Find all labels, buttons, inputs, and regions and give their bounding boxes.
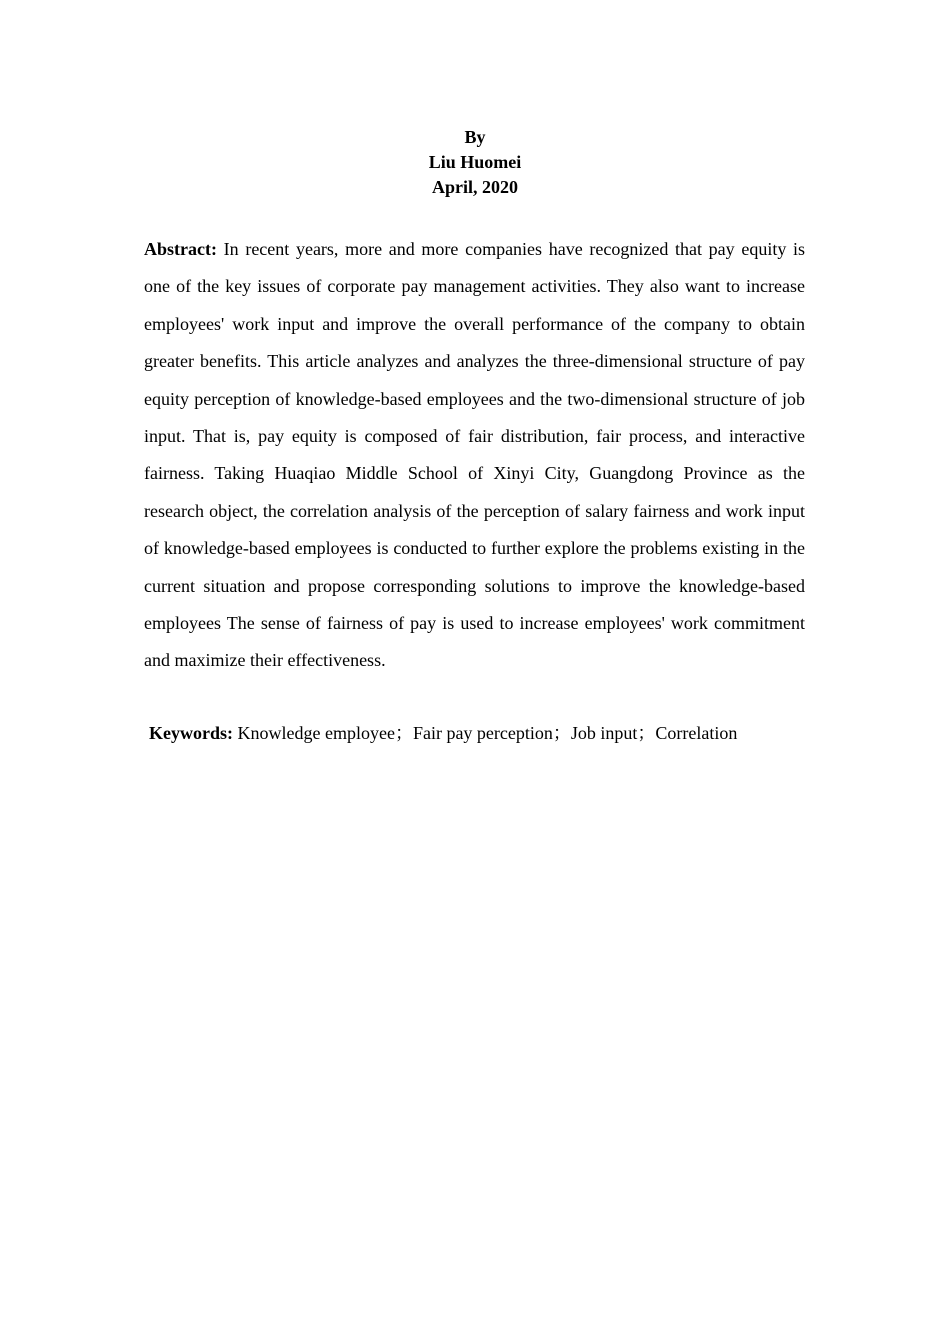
publication-date: April, 2020 <box>431 177 518 197</box>
keywords-label: Keywords: <box>149 723 233 743</box>
abstract-text: In recent years, more and more companies have recognized that pay equity is one of the key issues of corporate pay management activities. They also want to increase employees' work input and improve the overall performance of the company to obtain greater benefits. This article analyzes and analyzes the three-dimensional structure of pay equity perception of knowledge-based employees and the two-dimensional structure of job input. That is, pay equity is composed of fair distribution, fair process, and interactive fairness. Taking Huaqiao Middle School of Xinyi City, Guangdong Province as the research object, the correlation analysis of the perception of salary fairness and work input of knowledge-based employees is conducted to further explore the problems existing in the current situation and propose corresponding solutions to improve the knowledge-based employees The sense of fairness of pay is used to increase employees' work commitment and maximize their effectiveness. <box>144 239 805 671</box>
abstract-paragraph <box>144 231 805 680</box>
byline-block <box>0 125 950 200</box>
abstract-label: Abstract: <box>144 239 217 259</box>
byline-by: By <box>464 127 486 147</box>
keywords-line <box>149 719 849 747</box>
author-name: Liu Huomei <box>428 152 522 172</box>
keywords-text: Knowledge employee；Fair pay perception；Job input；Correlation <box>237 723 738 743</box>
